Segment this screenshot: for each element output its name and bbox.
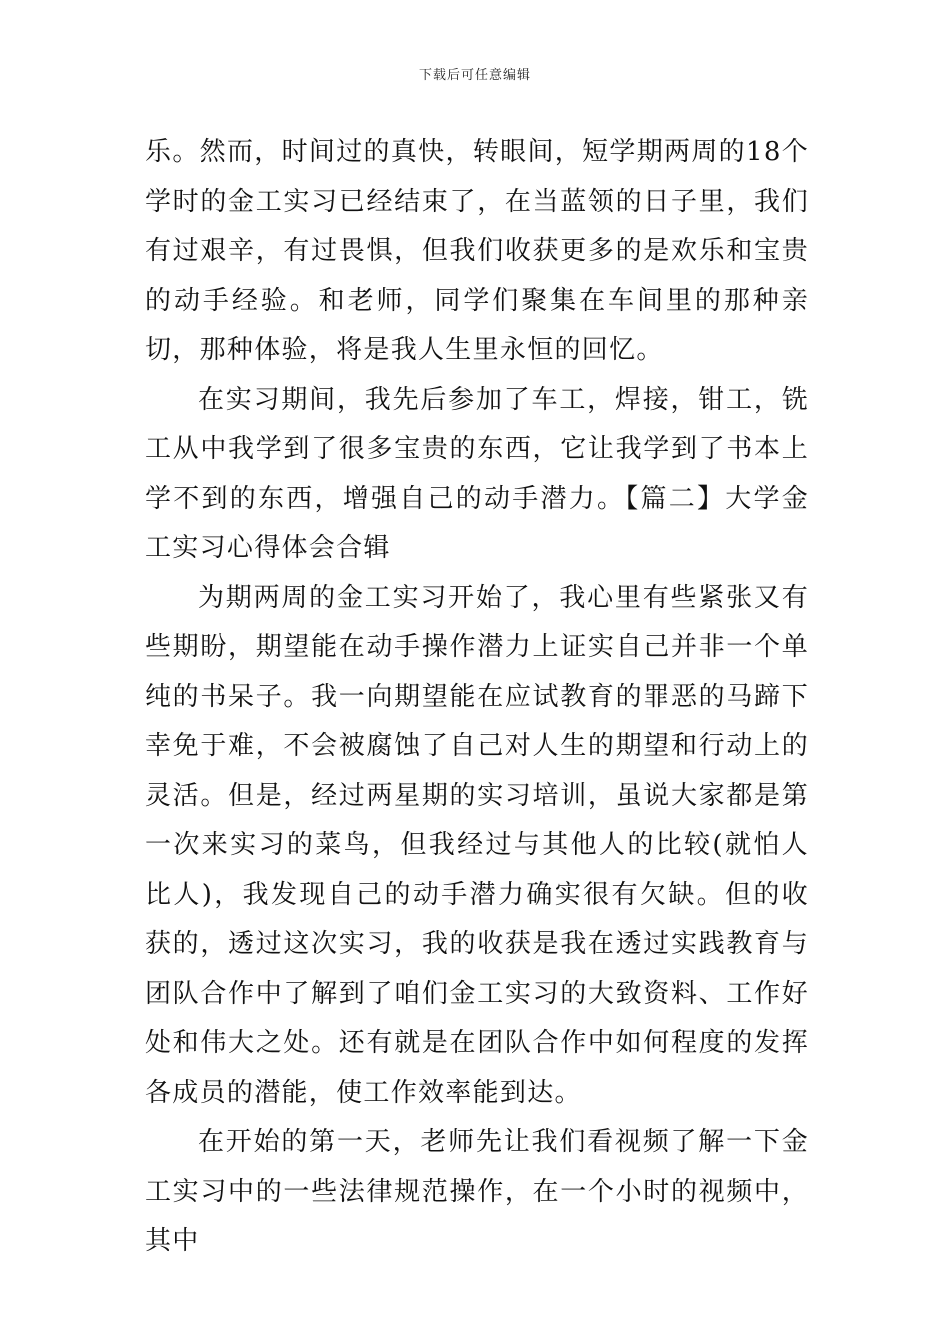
paragraph-3: 为期两周的金工实习开始了，我心里有些紧张又有些期盼，期望能在动手操作潜力上证实自己并非一个单纯的书呆子。我一向期望能在应试教育的罪恶的马蹄下幸免于难，不会被腐蚀了自己对人生的期望和行动上的灵活。但是，经过两星期的实习培训，虽说大家都是第一次来实习的菜鸟，但我经过与其他人的比较(就怕人比人)，我发现自己的动手潜力确实很有欠缺。但的收获的，透过这次实习，我的收获是我在透过实践教育与团队合作中了解到了咱们金工实习的大致资料、工作好处和伟大之处。还有就是在团队合作中如何程度的发挥各成员的潜能，使工作效率能到达。 xyxy=(145,582,809,1108)
document-body xyxy=(145,128,809,1267)
paragraph-4: 在开始的第一天，老师先让我们看视频了解一下金工实习中的一些法律规范操作，在一个小时的视频中，其中 xyxy=(145,1127,809,1256)
paragraph-2: 在实习期间，我先后参加了车工，焊接，钳工，铣工从中我学到了很多宝贵的东西，它让我学到了书本上学不到的东西，增强自己的动手潜力。【篇二】大学金工实习心得体会合辑 xyxy=(145,384,809,563)
page-header: 下载后可任意编辑 xyxy=(418,68,531,83)
paragraph-1: 乐。然而，时间过的真快，转眼间，短学期两周的18个学时的金工实习已经结束了，在当蓝领的日子里，我们有过艰辛，有过畏惧，但我们收获更多的是欢乐和宝贵的动手经验。和老师，同学们聚集在车间里的那种亲切，那种体验，将是我人生里永恒的回忆。 xyxy=(145,137,809,365)
